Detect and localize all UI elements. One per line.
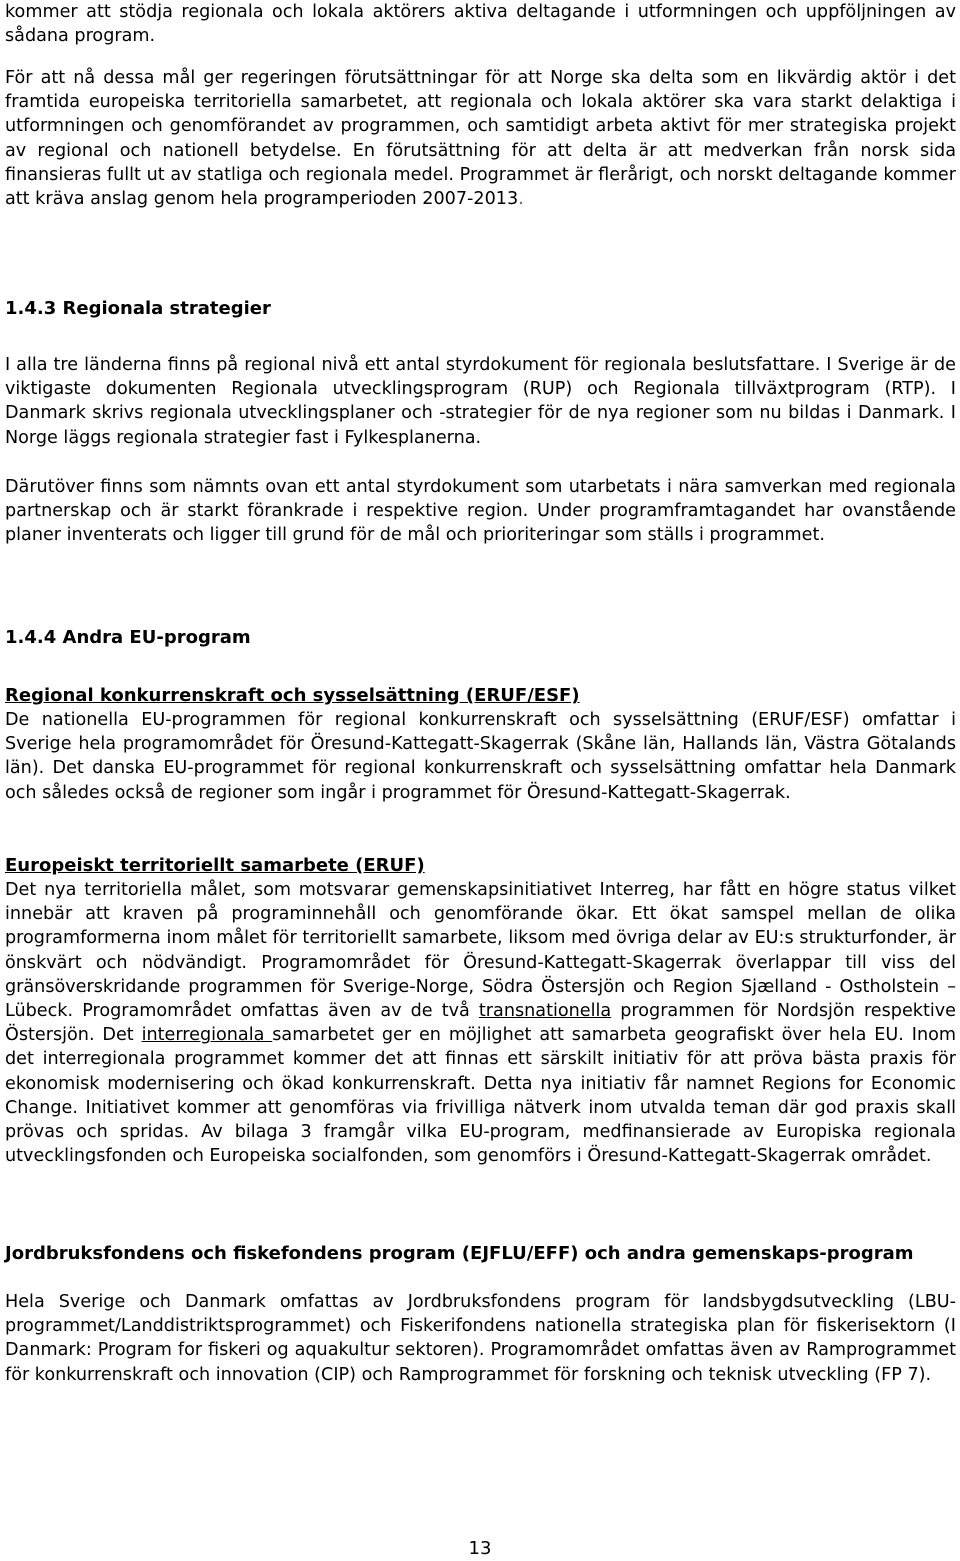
section-1-4-3-paragraph-1-block bbox=[5, 353, 956, 450]
section-1-4-3-paragraph-2-block bbox=[5, 475, 956, 548]
intro-paragraph-2 bbox=[5, 66, 956, 211]
subheading-erufesf: Regional konkurrenskraft och sysselsättning (ERUF/ESF) bbox=[5, 685, 580, 706]
intro-section bbox=[5, 0, 956, 48]
erufesf-paragraph-block bbox=[5, 708, 956, 805]
subheading-ejflu-eff: Jordbruksfondens och fiskefondens program (EJFLU/EFF) och andra gemenskaps-program bbox=[5, 1243, 914, 1264]
territoriellt-paragraph-block bbox=[5, 878, 956, 1168]
erufesf-paragraph: De nationella EU-programmen för regional konkurrenskraft och sysselsättning (ERUF/ESF) omfattar i Sverige hela programområdet för Öresund-Kattegatt-Skagerrak (Skåne län, Hallands län, Västra Götalands län). Det danska EU-programmet för regional konkurrenskraft och sysselsättning omfattar hela Danmark och således också de regioner som ingår i programmet för Öresund-Kattegatt-Skagerrak. bbox=[5, 710, 956, 803]
section-heading-1-4-3: 1.4.3 Regionala strategier bbox=[5, 298, 271, 319]
intro-section-2 bbox=[5, 66, 956, 211]
section-1-4-3-paragraph-1: I alla tre länderna finns på regional nivå ett antal styrdokument för regionala beslutsfattare. I Sverige är de viktigaste dokumenten Regionala utvecklingsprogram (RUP) och Regionala tillväxtprogram (RTP). I Danmark skrivs regionala utvecklingsplaner och -strategier för de nya regioner som nu bildas i Danmark. I Norge läggs regionala strategier fast i Fylkesplanerna. bbox=[5, 355, 956, 448]
territoriellt-text-b: programmen för Nordsjön respektive Östersjön. Det bbox=[5, 1001, 956, 1046]
page-number: 13 bbox=[468, 1538, 492, 1559]
ejflu-paragraph-block bbox=[5, 1290, 956, 1387]
intro-paragraph-2-dot: . bbox=[518, 189, 524, 210]
subheading-territoriellt-samarbete: Europeiskt territoriellt samarbete (ERUF) bbox=[5, 855, 425, 876]
section-heading-1-4-4: 1.4.4 Andra EU-program bbox=[5, 627, 251, 648]
intro-paragraph-2-text: För att nå dessa mål ger regeringen förutsättningar för att Norge ska delta som en likvärdig aktör i det framtida europeiska territoriella samarbetet, att regionala och lokala aktörer ska vara starkt delaktiga i utformningen och genomförandet av programmen, och samtidigt arbeta aktivt för mer strategiska projekt av regional och nationell betydelse. En förutsättning för att delta är att medverkan från norsk sida finansieras fullt ut av statliga och regionala medel. Programmet är flerårigt, och norskt deltagande kommer att kräva anslag genom hela programperioden 2007-2013 bbox=[5, 68, 956, 210]
transnationella-link[interactable]: transnationella bbox=[478, 1001, 612, 1022]
ejflu-paragraph: Hela Sverige och Danmark omfattas av Jordbruksfondens program för landsbygdsutveckling (LBU-programmet/Landdistriktsprogrammet) och Fiskerifondens nationella strategiska plan för fiskerisektorn (I Danmark: Program for fiskeri og aquakultur sektoren). Programområdet omfattas även av Ramprogrammet för konkurrenskraft och innovation (CIP) och Ramprogrammet för forskning och teknisk utveckling (FP 7). bbox=[5, 1292, 956, 1385]
territoriellt-paragraph bbox=[5, 878, 956, 1168]
territoriellt-text-a: Det nya territoriella målet, som motsvarar gemenskapsinitiativet Interreg, har fått en högre status vilket innebär att kraven på programinnehåll och genomförande ökar. Ett ökat samspel mellan de olika programformerna inom målet för territoriellt samarbete, liksom med övriga delar av EU:s strukturfonder, är önskvärt och nödvändigt. Programområdet för Öresund-Kattegatt-Skagerrak överlappar till viss del gränsöverskridande programmen för Sverige-Norge, Södra Östersjön och Region Sjælland - Ostholstein – Lübeck. Programområdet omfattas även av de två bbox=[5, 880, 956, 1022]
territoriellt-text-c: samarbetet ger en möjlighet att samarbeta geografiskt över hela EU. Inom det interregionala programmet kommer det att finnas ett särskilt initiativ för att pröva bästa praxis för ekonomisk modernisering och ökad konkurrenskraft. Detta nya initiativ får namnet Regions for Economic Change. Initiativet kommer att genomföras via frivilliga nätverk inom utvalda teman där god praxis skall prövas och spridas. Av bilaga 3 framgår vilka EU-program, medfinansierade av Europiska regionala utvecklingsfonden och Europeiska socialfonden, som genomförs i Öresund-Kattegatt-Skagerrak området. bbox=[5, 1025, 957, 1167]
interregionala-link[interactable]: interregionala bbox=[141, 1025, 273, 1046]
section-1-4-3-paragraph-2: Därutöver finns som nämnts ovan ett antal styrdokument som utarbetats i nära samverkan med regionala partnerskap och är starkt förankrade i respektive region. Under programframtagandet har ovanstående planer inventerats och ligger till grund för de mål och prioriteringar som ställs i programmet. bbox=[5, 477, 956, 546]
intro-paragraph-1: kommer att stödja regionala och lokala aktörers aktiva deltagande i utformningen och uppföljningen av sådana program. bbox=[5, 2, 956, 47]
